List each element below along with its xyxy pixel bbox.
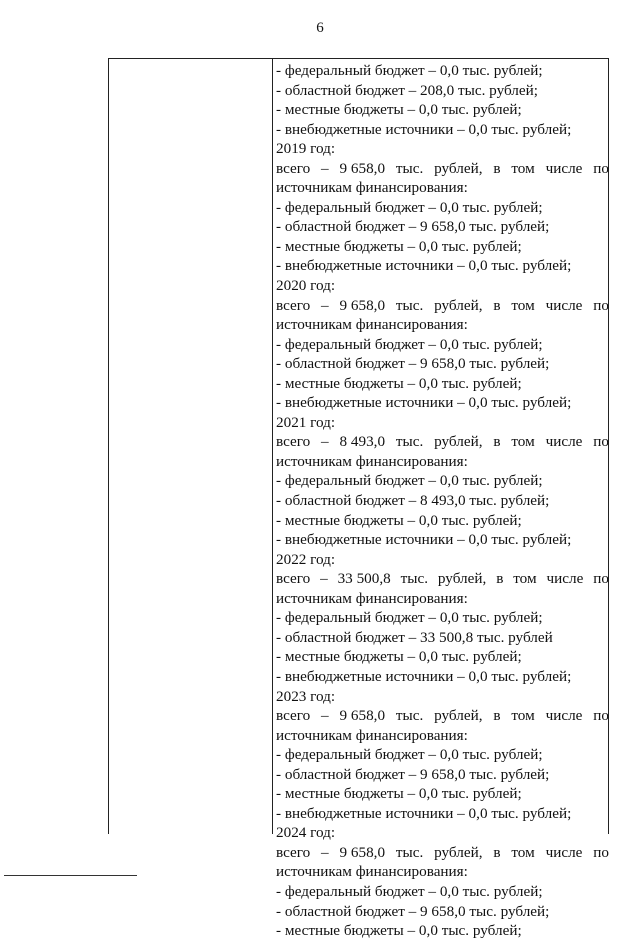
column-divider	[272, 59, 273, 834]
total-word: 9 658,0	[339, 159, 386, 177]
total-word: числе	[545, 843, 583, 861]
total-word: рублей,	[434, 433, 483, 451]
funding-item-line: - внебюджетные источники – 0,0 тыс. рублей;	[276, 120, 572, 138]
funding-item-line: - местные бюджеты – 0,0 тыс. рублей;	[276, 374, 522, 392]
total-line	[276, 296, 609, 316]
funding-item-line: - областной бюджет – 208,0 тыс. рублей;	[276, 81, 538, 99]
total-word: всего	[276, 433, 311, 451]
funding-item-line: - внебюджетные источники – 0,0 тыс. рублей;	[276, 531, 572, 549]
funding-table	[108, 58, 609, 940]
total-word: по	[593, 159, 609, 177]
total-word: числе	[545, 159, 583, 177]
total-word: рублей,	[437, 570, 487, 588]
funding-item-line: - внебюджетные источники – 0,0 тыс. рублей;	[276, 394, 572, 412]
footnote-separator	[4, 875, 137, 876]
total-word: тыс.	[395, 433, 424, 451]
total-word: тыс.	[400, 570, 429, 588]
funding-item-line: - федеральный бюджет – 0,0 тыс. рублей;	[276, 62, 543, 79]
funding-item-line: - федеральный бюджет – 0,0 тыс. рублей;	[276, 746, 543, 764]
total-word: том	[511, 296, 535, 314]
funding-item-line: - областной бюджет – 9 658,0 тыс. рублей;	[276, 218, 550, 236]
total-word: рублей,	[434, 296, 483, 314]
total-continuation: источникам финансирования:	[276, 316, 468, 334]
total-word: –	[321, 707, 329, 725]
total-word: в	[496, 570, 504, 588]
funding-item-line: - местные бюджеты – 0,0 тыс. рублей;	[276, 785, 522, 803]
total-word: в	[493, 159, 501, 177]
total-word: –	[321, 433, 329, 451]
total-word: в	[493, 296, 501, 314]
total-word: 33 500,8	[337, 570, 391, 588]
total-word: том	[513, 570, 537, 588]
total-word: –	[321, 159, 329, 177]
year-heading: 2020 год:	[276, 277, 336, 295]
total-word: –	[321, 843, 329, 861]
funding-item-line: - областной бюджет – 9 658,0 тыс. рублей;	[276, 355, 550, 373]
total-word: числе	[546, 570, 584, 588]
total-line	[276, 159, 609, 179]
funding-item-line: - областной бюджет – 8 493,0 тыс. рублей;	[276, 492, 550, 510]
total-word: в	[493, 433, 501, 451]
total-word: всего	[276, 159, 311, 177]
total-word: всего	[276, 570, 311, 588]
funding-details-cell	[276, 61, 609, 941]
total-word: –	[320, 570, 328, 588]
funding-item-line: - местные бюджеты – 0,0 тыс. рублей;	[276, 648, 522, 666]
total-word: тыс.	[395, 707, 424, 725]
total-line	[276, 843, 609, 863]
funding-item-line: - местные бюджеты – 0,0 тыс. рублей;	[276, 511, 522, 529]
total-word: 9 658,0	[339, 843, 386, 861]
total-word: 9 658,0	[339, 707, 386, 725]
total-word: по	[593, 433, 609, 451]
total-line	[276, 432, 609, 452]
total-word: рублей,	[434, 843, 483, 861]
funding-item-line: - федеральный бюджет – 0,0 тыс. рублей;	[276, 198, 543, 216]
total-word: всего	[276, 707, 311, 725]
funding-item-line: - федеральный бюджет – 0,0 тыс. рублей;	[276, 609, 543, 627]
total-line	[276, 569, 609, 589]
total-word: по	[593, 570, 609, 588]
year-heading: 2023 год:	[276, 687, 336, 705]
total-word: по	[593, 296, 609, 314]
total-word: числе	[545, 296, 583, 314]
funding-item-line: - федеральный бюджет – 0,0 тыс. рублей;	[276, 335, 543, 353]
funding-item-line: - внебюджетные источники – 0,0 тыс. рублей;	[276, 667, 572, 685]
total-word: –	[321, 296, 329, 314]
total-word: тыс.	[395, 296, 424, 314]
total-continuation: источникам финансирования:	[276, 726, 468, 744]
year-heading: 2024 год:	[276, 824, 336, 842]
page-number: 6	[316, 20, 324, 36]
total-word: по	[593, 843, 609, 861]
total-word: том	[511, 159, 535, 177]
year-heading: 2022 год:	[276, 550, 336, 568]
year-heading: 2019 год:	[276, 140, 336, 158]
total-line	[276, 706, 609, 726]
funding-item-line: - областной бюджет – 33 500,8 тыс. рублей	[276, 628, 553, 646]
total-word: по	[593, 707, 609, 725]
funding-item-line: - внебюджетные источники – 0,0 тыс. рублей;	[276, 804, 572, 822]
total-word: 8 493,0	[339, 433, 386, 451]
funding-item-line: - местные бюджеты – 0,0 тыс. рублей;	[276, 237, 522, 255]
funding-item-line: - внебюджетные источники – 0,0 тыс. рублей;	[276, 257, 572, 275]
total-continuation: источникам финансирования:	[276, 452, 468, 470]
funding-item-line: - областной бюджет – 9 658,0 тыс. рублей;	[276, 902, 550, 920]
funding-item-line: - местные бюджеты – 0,0 тыс. рублей;	[276, 101, 522, 119]
total-word: числе	[545, 433, 583, 451]
total-word: числе	[545, 707, 583, 725]
total-word: тыс.	[395, 159, 424, 177]
total-word: в	[493, 843, 501, 861]
total-continuation: источникам финансирования:	[276, 863, 468, 881]
total-continuation: источникам финансирования:	[276, 589, 468, 607]
total-word: том	[511, 433, 535, 451]
funding-item-line: - областной бюджет – 9 658,0 тыс. рублей;	[276, 765, 550, 783]
funding-item-line: - федеральный бюджет – 0,0 тыс. рублей;	[276, 472, 543, 490]
total-word: тыс.	[395, 843, 424, 861]
total-word: всего	[276, 296, 311, 314]
total-continuation: источникам финансирования:	[276, 179, 468, 197]
funding-item-line: - федеральный бюджет – 0,0 тыс. рублей;	[276, 882, 543, 900]
total-word: всего	[276, 843, 311, 861]
total-word: 9 658,0	[339, 296, 386, 314]
year-heading: 2021 год:	[276, 413, 336, 431]
total-word: в	[493, 707, 501, 725]
total-word: том	[511, 707, 535, 725]
total-word: рублей,	[434, 707, 483, 725]
total-word: том	[511, 843, 535, 861]
total-word: рублей,	[434, 159, 483, 177]
funding-item-line: - местные бюджеты – 0,0 тыс. рублей;	[276, 922, 522, 940]
